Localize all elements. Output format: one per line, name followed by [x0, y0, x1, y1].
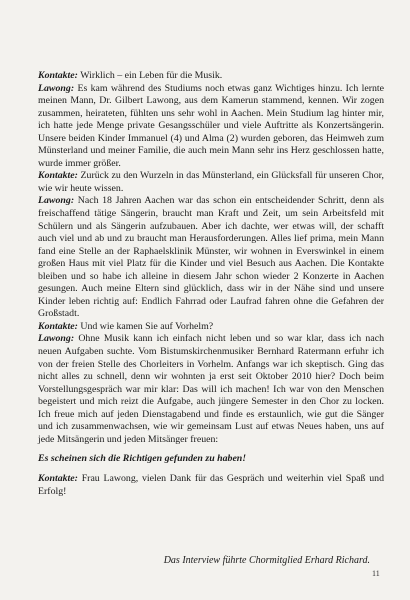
speaker-label: Kontakte:: [38, 472, 78, 484]
paragraph-text: Und wie kamen Sie auf Vorhelm?: [77, 320, 214, 332]
interview-text: [38, 70, 384, 498]
speaker-label: Lawong:: [38, 195, 75, 207]
page-number: 11: [372, 569, 380, 578]
paragraph-text: Wirklich – ein Leben für die Musik.: [77, 70, 223, 81]
paragraph-5: [38, 321, 384, 334]
closing-paragraph: [38, 473, 384, 498]
speaker-label: Kontakte:: [38, 320, 78, 332]
paragraph-6: [38, 333, 384, 446]
speaker-label: Lawong:: [38, 82, 75, 94]
paragraph-2: [38, 83, 384, 171]
paragraph-text: Es kam während des Studiums noch etwas ganz Wichtiges hinzu. Ich lernte meinen Mann, Dr. Gilbert Lawong, aus dem Kamerun stammend, kennen. Wir zogen zusammen, heirateten, fühlten uns sehr wohl in Aachen. Mein Studium lag hinter mir, ich hatte jede Menge private Gesangsschüler und viele Auftritte als Konzertsängerin. Unsere beiden Kinder Immanuel (4) und Alma (2) wurden geboren, das Heimweh zum Münsterland und meiner Familie, die auch mein Mann sehr ins Herz geschlossen hatte, wurde immer größer.: [38, 82, 384, 169]
paragraph-text: Frau Lawong, vielen Dank für das Gespräch und weiterhin viel Spaß und Erfolg!: [38, 472, 384, 497]
headline: Es scheinen sich die Richtigen gefunden zu haben!: [38, 453, 247, 465]
speaker-label: Lawong:: [38, 333, 75, 345]
paragraph-text: Ohne Musik kann ich einfach nicht leben und so war klar, dass ich nach neuen Aufgaben suchte. Vom Bistumskirchenmusiker Bernhard Ratermann erfuhr ich von der freien Stelle des Chorleiters in Vorhelm. Anfangs war ich skeptisch. Ging das nicht alles zu schnell, denn wir wohnten ja erst seit Oktober 2010 hier? Doch beim Vorstellungsgespräch war mir klar: Das will ich machen! Ich war von den Menschen begeistert und mich reizt die Aufgabe, auch jüngere Semester in den Chor zu locken. Ich freue mich auf jeden Dienstagabend und finde es erstaunlich, wie gut die Sänger und ich zusammenwachsen, wie wir gemeinsam Lust auf etwas Neues haben, uns auf jede Mitsängerin und jeden Mitsänger freuen:: [38, 333, 384, 445]
paragraph-text: Nach 18 Jahren Aachen war das schon ein entscheidender Schritt, denn als freischaffend tätige Sängerin, braucht man Kraft und Zeit, um sein Arbeitsfeld mit Schülern und als Sängerin aufzubauen. Aber ich dachte, wer etwas will, der schafft auch viel und ab und zu braucht man Herausforderungen. Alles lief prima, mein Mann fand eine Stelle an der Raphaelsklinik Münster, wir wohnen in Everswinkel in einem großen Haus mit viel Platz für die Kinder und viel Besuch aus Aachen. Die Kontakte bleiben und so habe ich alleine in diesem Jahr schon wieder 2 Konzerte in Aachen gesungen. Auch meine Eltern sind glücklich, dass wir in der Nähe sind und unsere Kinder leben richtig auf: Endlich Fahrrad oder Laufrad fahren ohne die Gefahren der Großstadt.: [38, 195, 384, 320]
paragraph-1: [38, 70, 384, 83]
paragraph-3: [38, 170, 384, 195]
interview-credit: Das Interview führte Chormitglied Erhard Richard.: [163, 555, 370, 566]
paragraph-4: [38, 195, 384, 320]
speaker-label: Kontakte:: [38, 170, 78, 182]
paragraph-text: Zurück zu den Wurzeln in das Münsterland, ein Glücksfall für unseren Chor, wie wir heute wissen.: [38, 170, 384, 194]
speaker-label: Kontakte:: [38, 70, 78, 81]
